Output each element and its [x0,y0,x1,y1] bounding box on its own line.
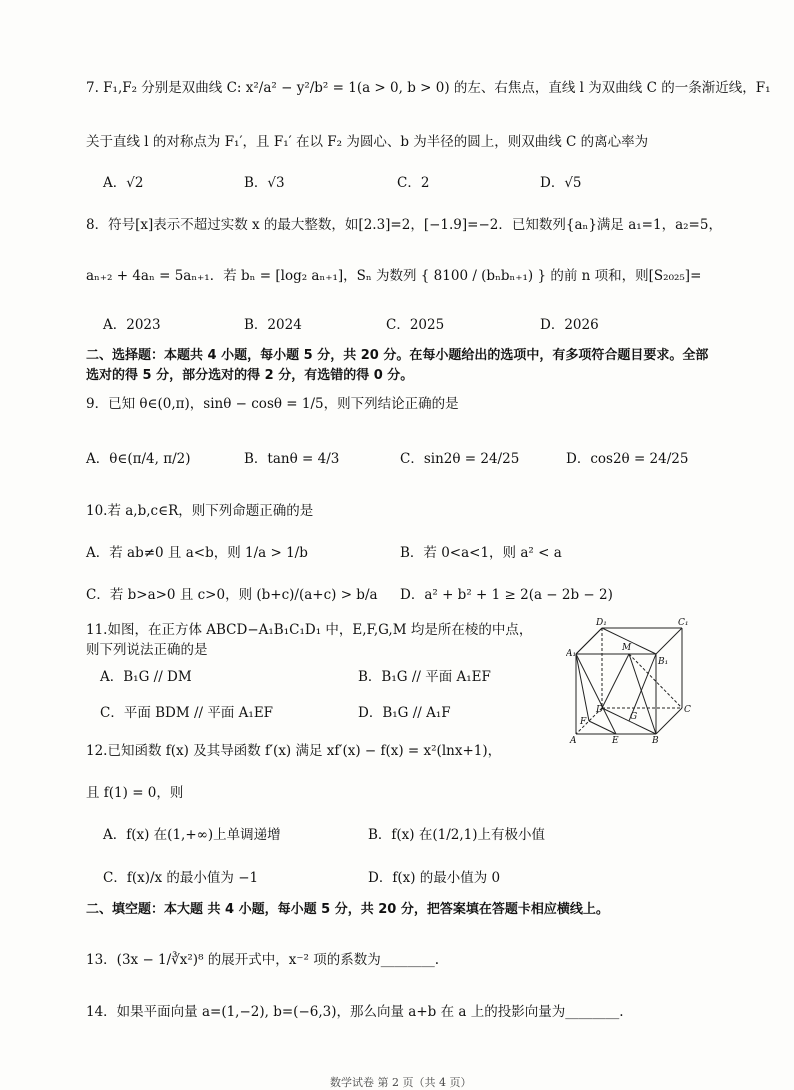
q8-option-b: B．2024 [244,317,302,333]
label-b: B [652,736,659,744]
q9-option-b: B．tanθ = 4/3 [244,451,340,467]
q8-option-d: D．2026 [540,317,599,333]
q10-option-c: C．若 b>a>0 且 c>0，则 (b+c)/(a+c) > b/a [86,587,378,603]
label-f: F [580,717,587,727]
q9-option-a: A．θ∈(π/4, π/2) [86,451,191,467]
q11-option-c: C．平面 BDM // 平面 A₁EF [100,705,274,721]
label-m: M [622,643,632,653]
label-c: C [684,705,691,715]
q10-option-d: D．a² + b² + 1 ≥ 2(a − 2b − 2) [400,587,613,603]
q10-option-a: A．若 ab≠0 且 a<b，则 1/a > 1/b [86,545,308,561]
q7-line1: 7. F₁,F₂ 分别是双曲线 C: x²/a² − y²/b² = 1(a > 0, b > 0) 的左、右焦点，直线 l 为双曲线 C 的一条渐近线，F₁ [86,80,771,96]
section3-header: 二、填空题：本大题 共 4 小题，每小题 5 分，共 20 分，把答案填在答题卡相应横线上。 [86,902,609,917]
section2-line1: 二、选择题：本题共 4 小题，每小题 5 分，共 20 分。在每小题给出的选项中，有多项符合题目要求。全部 [86,348,709,363]
q12-option-b: B．f(x) 在(1/2,1)上有极小值 [368,827,545,843]
label-d1: D₁ [596,618,607,628]
q12-option-c: C．f(x)/x 的最小值为 −1 [103,870,259,886]
q8-line2: aₙ₊₂ + 4aₙ = 5aₙ₊₁．若 bₙ = [log₂ aₙ₊₁]，Sₙ 为数列 { 8100 / (bₙbₙ₊₁) } 的前 n 项和，则[S₂₀₂₅]= [86,268,702,284]
q12-option-d: D．f(x) 的最小值为 0 [368,870,501,886]
section2-line2: 选对的得 5 分，部分选对的得 2 分，有选错的得 0 分。 [86,368,414,383]
q8-option-a: A．2023 [103,317,161,333]
q10-option-b: B．若 0<a<1，则 a² < a [400,545,562,561]
page-footer: 数学试卷 第 2 页（共 4 页） [330,1076,472,1089]
label-d: D [596,705,604,715]
q7-line2: 关于直线 l 的对称点为 F₁′，且 F₁′ 在以 F₂ 为圆心、b 为半径的圆上，则双曲线 C 的离心率为 [86,134,649,150]
q12-line2: 且 f(1) = 0，则 [86,785,184,801]
q12-option-a: A．f(x) 在(1,+∞)上单调递增 [103,827,281,843]
q7-option-d: D．√5 [540,175,582,191]
q7-option-b: B．√3 [244,175,285,191]
q9-stem: 9．已知 θ∈(0,π)，sinθ − cosθ = 1/5，则下列结论正确的是 [86,396,459,412]
q11-option-b: B．B₁G // 平面 A₁EF [358,669,491,685]
label-g: G [630,712,638,722]
label-a1: A₁ [566,649,577,659]
q8-option-c: C．2025 [386,317,445,333]
label-c1: C₁ [678,618,689,628]
label-e: E [612,736,619,744]
q9-option-d: D．cos2θ = 24/25 [566,451,689,467]
q10-stem: 10.若 a,b,c∈R，则下列命题正确的是 [86,503,314,519]
q13: 13．(3x − 1/∛x²)⁸ 的展开式中，x⁻² 项的系数为________. [86,952,440,968]
q11-line1: 11.如图，在正方体 ABCD−A₁B₁C₁D₁ 中，E,F,G,M 均是所在棱的中点， [86,622,533,638]
q11-option-a: A．B₁G // DM [100,669,192,685]
q7-option-a: A．√2 [103,175,144,191]
label-a: A [570,736,577,744]
q8-line1: 8．符号[x]表示不超过实数 x 的最大整数，如[2.3]=2，[−1.9]=−2．已知数列{aₙ}满足 a₁=1，a₂=5， [86,217,722,233]
q11-option-d: D．B₁G // A₁F [358,705,451,721]
q9-option-c: C．sin2θ = 24/25 [400,451,520,467]
cube-figure [566,616,692,744]
q7-option-c: C．2 [397,175,430,191]
q12-line1: 12.已知函数 f(x) 及其导函数 f′(x) 满足 xf′(x) − f(x) = x²(lnx+1)， [86,743,502,759]
q11-line2: 则下列说法正确的是 [86,642,208,658]
label-b1: B₁ [658,657,669,667]
q14: 14．如果平面向量 a=(1,−2), b=(−6,3)，那么向量 a+b 在 a 上的投影向量为________. [86,1004,624,1020]
